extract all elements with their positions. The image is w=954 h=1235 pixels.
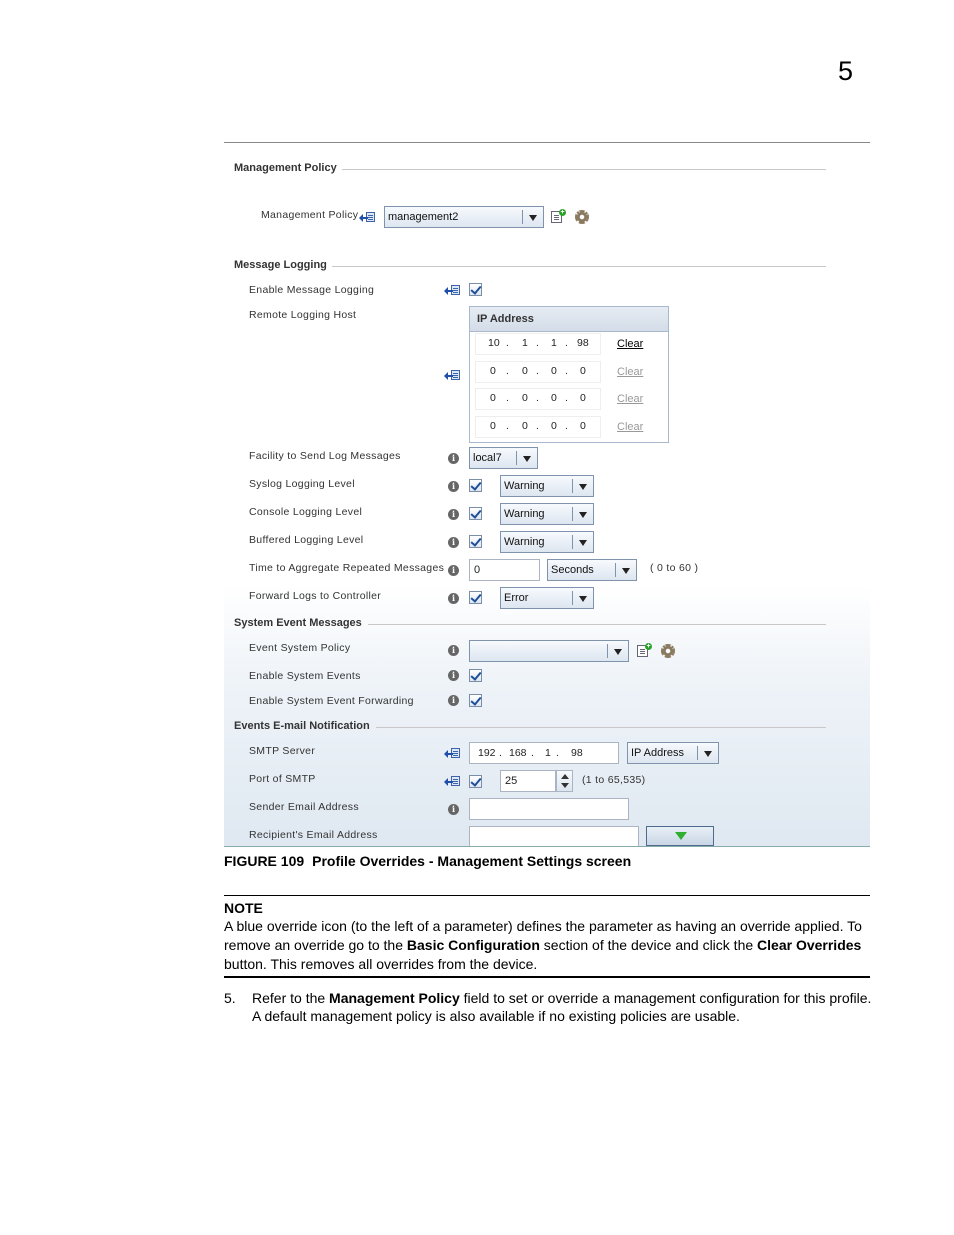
buffered-level-select[interactable] (500, 531, 594, 553)
ip-octet: 98 (571, 747, 583, 759)
screenshot-panel (224, 145, 870, 846)
info-icon: i (448, 537, 459, 548)
note-body (224, 917, 874, 974)
management-policy-label: Management Policy (261, 209, 359, 221)
smtp-address-type-select[interactable] (627, 742, 719, 764)
enable-message-logging-label: Enable Message Logging (249, 284, 375, 296)
ip-address-row[interactable]: 0 . 0 . 0 . 0 (475, 361, 601, 383)
figure-caption (224, 853, 631, 869)
enable-system-events-label: Enable System Events (249, 670, 361, 682)
ip-octet: 0 (522, 420, 528, 432)
smtp-address-type-value: IP Address (631, 747, 684, 759)
panel-border (224, 846, 870, 847)
aggregate-time-value: 0 (474, 564, 481, 576)
event-policy-label: Event System Policy (249, 642, 351, 654)
recipient-email-label: Recipient's Email Address (249, 829, 378, 841)
smtp-port-checkbox[interactable] (469, 775, 482, 788)
ip-octet: 168 (509, 747, 527, 759)
sender-email-label: Sender Email Address (249, 801, 359, 813)
override-icon[interactable] (447, 370, 461, 381)
note-text: button. This removes all overrides from the device. (224, 956, 538, 972)
ip-octet: 0 (551, 420, 557, 432)
info-icon: i (448, 509, 459, 520)
note-text: section of the device and click the (539, 937, 758, 953)
buffered-level-value: Warning (504, 536, 545, 548)
info-icon: i (448, 453, 459, 464)
gear-icon[interactable] (575, 210, 589, 224)
note-emphasis: Basic Configuration (406, 937, 540, 953)
clear-link[interactable]: Clear (617, 421, 644, 433)
chevron-down-icon (579, 484, 587, 490)
smtp-port-value: 25 (505, 775, 518, 787)
console-level-select[interactable] (500, 503, 594, 525)
info-icon: i (448, 695, 459, 706)
ip-octet: 1 (551, 337, 557, 349)
ip-address-column-header: IP Address (477, 313, 534, 325)
step-text-part: Refer to the (252, 990, 330, 1006)
chevron-down-icon (523, 456, 531, 462)
ip-octet: 0 (490, 392, 496, 404)
ip-octet: 0 (580, 365, 586, 377)
ip-octet: 0 (580, 392, 586, 404)
note-text: A blue override icon (to the left of a parameter) defines the parameter as having an override applied. To remove an override go to the (224, 918, 862, 953)
aggregate-unit-value: Seconds (551, 564, 594, 576)
info-icon: i (448, 670, 459, 681)
facility-label: Facility to Send Log Messages (249, 450, 401, 462)
chapter-number: 5 (838, 56, 854, 86)
smtp-port-label: Port of SMTP (249, 773, 316, 785)
clear-link[interactable]: Clear (617, 338, 644, 350)
ip-octet: 192 (478, 747, 496, 759)
chevron-down-icon (704, 751, 712, 757)
info-icon: i (448, 593, 459, 604)
clear-link[interactable]: Clear (617, 366, 644, 378)
remote-logging-host-label: Remote Logging Host (249, 309, 357, 321)
syslog-level-value: Warning (504, 480, 545, 492)
console-level-label: Console Logging Level (249, 506, 363, 518)
forward-logs-select[interactable] (500, 587, 594, 609)
override-icon[interactable] (447, 748, 461, 759)
ip-address-row[interactable]: 0 . 0 . 0 . 0 (475, 416, 601, 438)
sender-email-input[interactable] (469, 798, 629, 820)
section-title-management-policy: Management Policy (234, 162, 337, 174)
aggregate-time-label: Time to Aggregate Repeated Messages (249, 562, 445, 574)
console-level-value: Warning (504, 508, 545, 520)
chevron-down-icon (622, 568, 630, 574)
add-policy-icon[interactable]: + (637, 643, 652, 657)
note-emphasis: Clear Overrides (757, 937, 862, 953)
ip-octet: 0 (551, 365, 557, 377)
note-rule-top (224, 895, 870, 896)
gear-icon[interactable] (661, 644, 675, 658)
enable-message-logging-checkbox[interactable] (469, 283, 482, 296)
step-emphasis: Management Policy (329, 990, 460, 1006)
note-title: NOTE (224, 900, 263, 916)
smtp-port-range-hint: (1 to 65,535) (582, 774, 646, 786)
chevron-down-icon (579, 540, 587, 546)
forward-logs-label: Forward Logs to Controller (249, 590, 382, 602)
header-rule (224, 142, 870, 143)
enable-system-events-checkbox[interactable] (469, 669, 482, 682)
ip-octet: 98 (577, 337, 589, 349)
ip-octet: 1 (545, 747, 551, 759)
clear-link[interactable]: Clear (617, 393, 644, 405)
forward-logs-value: Error (504, 592, 529, 604)
override-icon[interactable] (362, 212, 376, 223)
add-recipient-button[interactable] (646, 826, 714, 846)
figure-label: FIGURE 109 (224, 853, 305, 869)
ip-octet: 0 (490, 420, 496, 432)
section-divider (368, 624, 826, 625)
smtp-server-label: SMTP Server (249, 745, 316, 757)
smtp-server-ip-input[interactable]: 192 . 168 . 1 . 98 (469, 742, 619, 764)
management-policy-select[interactable] (384, 206, 544, 228)
note-rule-bottom (224, 976, 870, 978)
forward-logs-checkbox[interactable] (469, 591, 482, 604)
syslog-level-label: Syslog Logging Level (249, 478, 355, 490)
step-text-part: field to set or override a management configuration for this profile. A default management policy is also available if no existing policies are usable. (252, 990, 872, 1024)
facility-select[interactable] (469, 447, 538, 469)
ip-octet: 0 (580, 420, 586, 432)
section-title-email: Events E-mail Notification (234, 720, 370, 732)
smtp-port-stepper[interactable] (556, 770, 573, 792)
step-text (252, 989, 874, 1025)
figure-title: Profile Overrides - Management Settings screen (312, 853, 632, 869)
step-number: 5. (224, 990, 236, 1006)
buffered-level-label: Buffered Logging Level (249, 534, 364, 546)
chevron-down-icon (579, 596, 587, 602)
section-title-message-logging: Message Logging (234, 259, 327, 271)
chevron-down-icon (579, 512, 587, 518)
chevron-down-icon (614, 649, 622, 655)
ip-octet: 0 (551, 392, 557, 404)
event-forwarding-checkbox[interactable] (469, 694, 482, 707)
ip-octet: 10 (488, 337, 500, 349)
aggregate-range-hint: ( 0 to 60 ) (650, 562, 699, 574)
facility-value: local7 (473, 452, 502, 464)
event-policy-select[interactable] (469, 640, 629, 662)
recipient-email-input[interactable] (469, 826, 639, 846)
ip-octet: 1 (522, 337, 528, 349)
management-policy-value: management2 (388, 211, 459, 223)
ip-octet: 0 (522, 392, 528, 404)
remote-logging-host-table (469, 306, 669, 443)
info-icon: i (448, 565, 459, 576)
info-icon: i (448, 804, 459, 815)
info-icon: i (448, 645, 459, 656)
console-level-checkbox[interactable] (469, 507, 482, 520)
ip-table-header (470, 307, 668, 332)
ip-address-row[interactable]: 10 . 1 . 1 . 98 (475, 333, 601, 355)
syslog-level-checkbox[interactable] (469, 479, 482, 492)
section-divider (376, 727, 826, 728)
buffered-level-checkbox[interactable] (469, 535, 482, 548)
event-forwarding-label: Enable System Event Forwarding (249, 695, 414, 707)
section-title-system-events: System Event Messages (234, 617, 362, 629)
chevron-down-icon (529, 215, 537, 221)
add-policy-icon[interactable]: + (551, 209, 566, 223)
ip-octet: 0 (522, 365, 528, 377)
override-icon[interactable] (447, 776, 461, 787)
info-icon: i (448, 481, 459, 492)
ip-octet: 0 (490, 365, 496, 377)
smtp-port-input[interactable] (500, 770, 556, 792)
ip-address-row[interactable]: 0 . 0 . 0 . 0 (475, 388, 601, 410)
syslog-level-select[interactable] (500, 475, 594, 497)
section-divider (332, 266, 826, 267)
aggregate-unit-select[interactable] (547, 559, 637, 581)
aggregate-time-input[interactable] (469, 559, 540, 581)
override-icon[interactable] (447, 285, 461, 296)
section-divider (342, 169, 826, 170)
